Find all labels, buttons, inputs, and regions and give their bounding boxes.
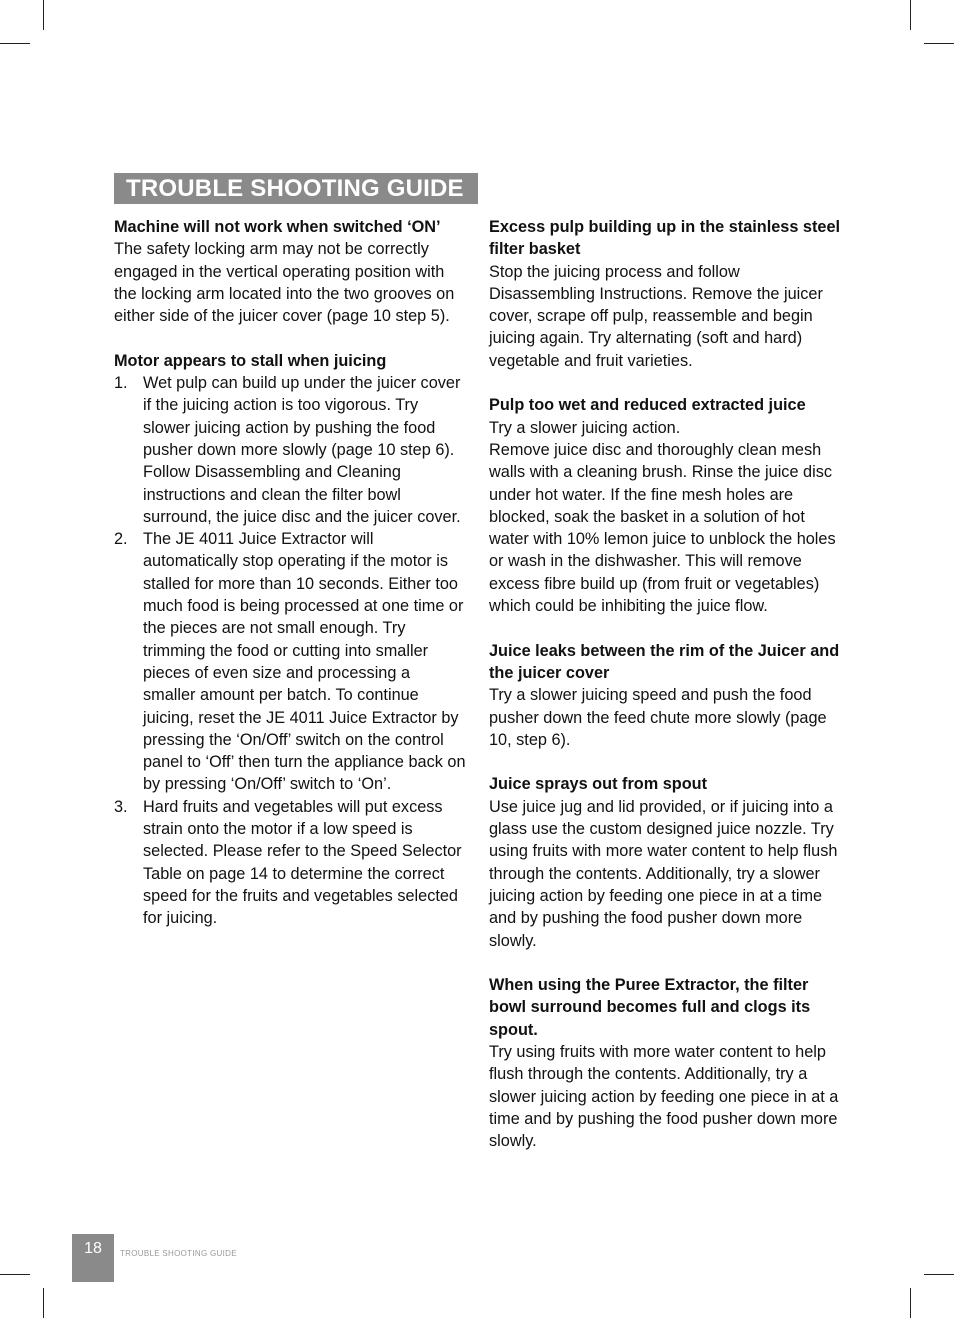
list-item [114, 796, 466, 930]
right-column [489, 216, 845, 1175]
section-text: Try a slower juicing speed and push the food pusher down the feed chute more slowly (page 10, step 6). [489, 686, 827, 749]
crop-mark-top-left-h [0, 43, 30, 44]
section-text: Stop the juicing process and follow Disassembling Instructions. Remove the juicer cover, scrape off pulp, reassemble and begin juicing again. Try alternating (soft and hard) vegetable and fruit varieties. [489, 262, 823, 370]
section-heading: Juice leaks between the rim of the Juicer and the juicer cover [489, 641, 840, 682]
crop-mark-top-right-h [924, 43, 954, 44]
section-motor-stall [114, 350, 466, 930]
section-heading: When using the Puree Extractor, the filter bowl surround becomes full and clogs its spout. [489, 976, 811, 1039]
crop-mark-bottom-right-v [910, 1288, 911, 1318]
section-heading: Juice sprays out from spout [489, 775, 708, 794]
list-item-number: 3. [114, 797, 128, 816]
list-item-text: Hard fruits and vegetables will put excess strain onto the motor if a low speed is selected. Please refer to the Speed Selector Table on page 14 to determine the correct speed for the fruits and vegetables selected for juicing. [143, 797, 462, 928]
page-number: 18 [72, 1234, 114, 1282]
crop-mark-top-right-v [910, 0, 911, 30]
section-pulp-too-wet [489, 394, 845, 617]
section-text: Try using fruits with more water content to help flush through the contents. Additionally, try a slower juicing action by feeding one piece in at a time and by pushing the food pusher down more slowly. [489, 1042, 839, 1151]
section-heading: Excess pulp building up in the stainless steel filter basket [489, 218, 841, 259]
list-item-number: 1. [114, 374, 128, 393]
section-text-2: Remove juice disc and thoroughly clean mesh walls with a cleaning brush. Rinse the juice disc under hot water. If the fine mesh holes are blocked, soak the basket in a solution of hot water with 10% lemon juice to unblock the holes or wash in the dishwasher. This will remove excess fibre build up (from fruit or vegetables) which could be inhibiting the juice flow. [489, 440, 836, 616]
crop-mark-bottom-left-h [0, 1274, 30, 1275]
section-text: Use juice jug and lid provided, or if juicing into a glass use the custom designed juice nozzle. Try using fruits with more water content to help flush through the contents. Additionally, try a slower juicing action by feeding one piece in at a time and by pushing the food pusher down more slowly. [489, 797, 838, 950]
section-juice-sprays [489, 773, 845, 951]
section-machine-not-working [114, 216, 466, 327]
section-heading: Pulp too wet and reduced extracted juice [489, 396, 806, 415]
left-column [114, 216, 466, 952]
crop-mark-bottom-left-v [43, 1288, 44, 1318]
section-text: Try a slower juicing action. [489, 418, 681, 437]
section-heading: Motor appears to stall when juicing [114, 351, 387, 370]
list-item [114, 528, 466, 796]
crop-mark-top-left-v [43, 0, 44, 30]
page-title: TROUBLE SHOOTING GUIDE [114, 173, 478, 204]
section-heading: Machine will not work when switched ‘ON’ [114, 218, 441, 236]
numbered-list [114, 372, 466, 929]
section-text: The safety locking arm may not be correctly engaged in the vertical operating position with the locking arm located into the two grooves on either side of the juicer cover (page 10 step 5). [114, 240, 455, 326]
section-puree-extractor [489, 974, 845, 1152]
footer-section-label: TROUBLE SHOOTING GUIDE [120, 1249, 237, 1258]
list-item-number: 2. [114, 530, 128, 549]
list-item-text: The JE 4011 Juice Extractor will automatically stop operating if the motor is stalled for more than 10 seconds. Either too much food is being processed at one time or the pieces are not small enough. Try trimming the food or cutting into smaller pieces of even size and processing a smaller amount per batch. To continue juicing, reset the JE 4011 Juice Extractor by pressing the ‘On/Off’ switch on the control panel to ‘Off’ then turn the appliance back on by pressing ‘On/Off’ switch to ‘On’. [143, 530, 466, 794]
section-juice-leaks [489, 640, 845, 751]
section-excess-pulp [489, 216, 845, 372]
crop-mark-bottom-right-h [924, 1274, 954, 1275]
list-item-text: Wet pulp can build up under the juicer cover if the juicing action is too vigorous. Try slower juicing action by pushing the food pusher down more slowly (page 10 step 6). Follow Disassembling and Cleaning instructions and clean the filter bowl surround, the juice disc and the juicer cover. [143, 374, 461, 526]
list-item [114, 372, 466, 528]
